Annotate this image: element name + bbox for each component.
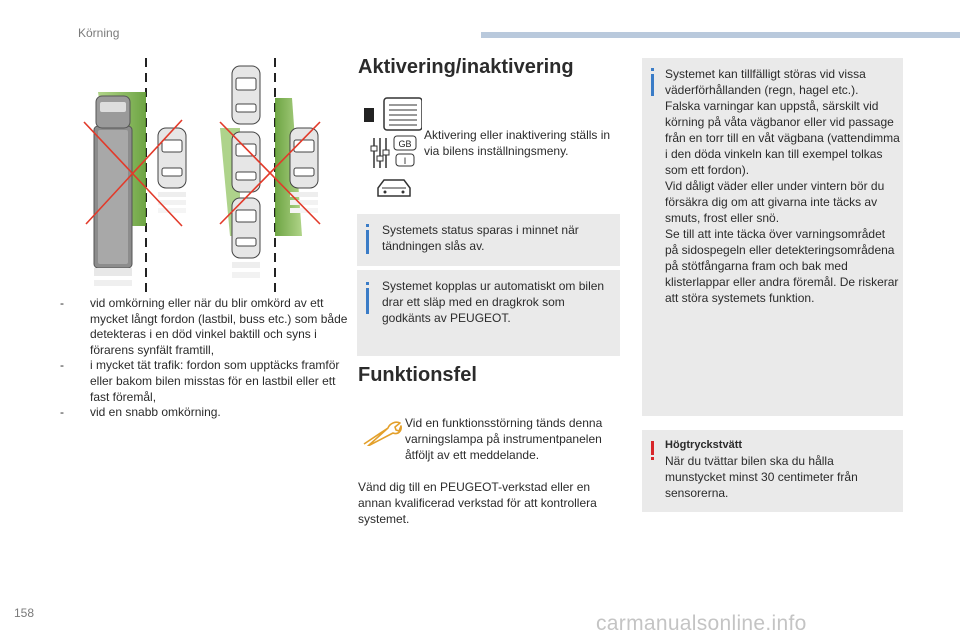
badge-gb: GB	[398, 139, 412, 149]
info-box-memory: Systemets status sparas i minnet när tändningen slås av.	[357, 214, 620, 266]
limitations-list	[60, 296, 350, 421]
warning-box-pressure-wash: Högtryckstvätt När du tvättar bilen ska du hålla munstycket minst 30 centimeter från sensorerna.	[642, 430, 903, 512]
activation-heading: Aktivering/inaktivering	[358, 56, 574, 78]
list-item: - i mycket tät trafik: fordon som upptäcks framför eller bakom bilen misstas för en lastbil eller ett fast föremål,	[60, 358, 340, 404]
car-settings-icon	[378, 180, 410, 196]
blind-spot-illustration	[70, 58, 340, 294]
info-box-trailer: Systemet kopplas ur automatiskt om bilen drar ett släp med en dragkrok som godkänts av PEUGEOT.	[357, 270, 620, 356]
info-icon	[366, 282, 369, 285]
sliders-icon	[371, 136, 416, 168]
screen-menu-icon	[364, 98, 422, 130]
traffic-cars-right	[232, 66, 260, 278]
page-number: 158	[14, 606, 35, 620]
info-box-weather: Systemet kan tillfälligt störas vid vissa väderförhållanden (regn, hagel etc.). Falska varningar kan uppstå, särskilt vid körning på våta vägbanor eller vid passage från en torr till en våt vägbana (vattendimma i den döda vinkeln kan till exempel tolkas som ett fordon). Vid dåligt väder eller under vintern bör du försäkra dig om att givarna inte täcks av smuts, frost eller snö. Se till att inte täcka över varningsområdet på sidospegeln eller detekteringsområdena på stötfångarna fram och bak med klisterlappar eller andra föremål. De riskerar att störa systemets funktion.	[642, 58, 903, 416]
warning-icon	[651, 441, 654, 455]
list-item: - vid omkörning eller när du blir omkörd av ett mycket långt fordon (lastbil, buss etc.) som både detekteras i en död vinkel baktill och syns i förarens synfält framtill,	[60, 296, 348, 357]
wrench-warning-icon	[362, 420, 402, 446]
info-icon	[651, 68, 654, 71]
truck-shape	[94, 96, 132, 286]
activation-text: Aktivering eller inaktivering ställs in via bilens inställningsmeny.	[424, 128, 611, 158]
settings-icons	[362, 94, 422, 204]
section-title: Körning	[78, 26, 120, 40]
watermark: carmanualsonline.info	[596, 612, 807, 635]
fault-text: Vid en funktionsstörning tänds denna varningslampa på instrumentpanelen åtföljt av ett meddelande.	[405, 416, 603, 462]
header-bar	[481, 32, 960, 38]
badge-i: I	[403, 156, 407, 166]
ego-car-right	[290, 128, 318, 213]
fault-instruction: Vänd dig till en PEUGEOT-verkstad eller en annan kvalificerad verkstad för att kontrollera systemet.	[358, 480, 597, 526]
info-icon	[366, 224, 369, 227]
fault-heading: Funktionsfel	[358, 364, 477, 386]
list-item: - vid en snabb omkörning.	[60, 405, 221, 420]
